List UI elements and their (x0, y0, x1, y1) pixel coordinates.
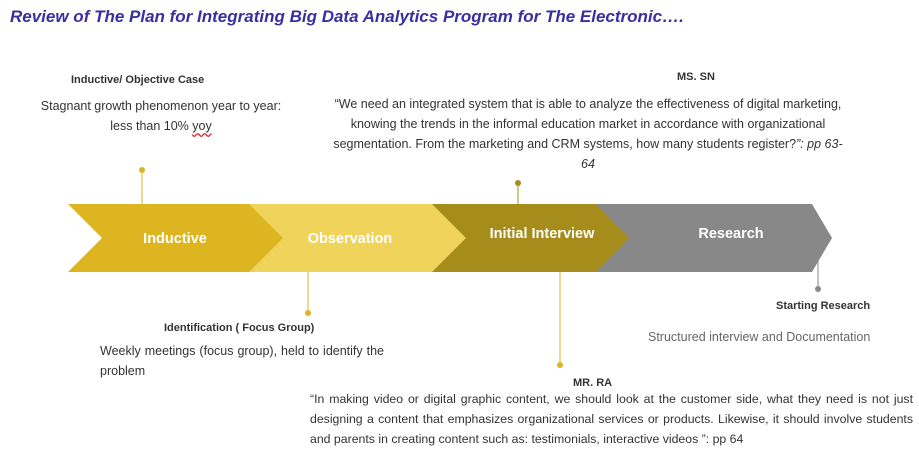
identification-text: Weekly meetings (focus group), held to identify the problem (100, 344, 384, 378)
connector-ms-sn (515, 180, 521, 204)
inductive-heading: Inductive/ Objective Case (71, 74, 205, 86)
inductive-text-flagged: yoy (192, 119, 212, 133)
connector-identification (305, 272, 311, 316)
inductive-text (30, 96, 292, 136)
connector-mr-ra (557, 272, 563, 368)
step-research-label: Research (698, 226, 764, 242)
step-inductive-label: Inductive (143, 231, 207, 247)
ms-sn-heading: MS. SN (677, 71, 715, 83)
connector-inductive (139, 167, 145, 204)
ms-sn-quote-text: “We need an integrated system that is able to analyze the effectiveness of digital marketing, knowing the trends in the informal education market in accordance with organizational segmentation. From the marketing and CRM systems, how many students register? (333, 97, 842, 151)
mr-ra-quote: “In making video or digital graphic content, we should look at the customer side, what they need is not just designing a content that emphasizes organizational services or products. Likewise, it should involve students and parents in creating content such as: testimonials, interactive videos ”: pp 64 (310, 392, 913, 446)
ms-sn-quote (328, 94, 848, 174)
starting-research-text: Structured interview and Documentation (648, 330, 871, 344)
identification-heading: Identification ( Focus Group) (164, 322, 315, 334)
mr-ra-heading: MR. RA (573, 377, 613, 389)
inductive-text-main: Stagnant growth phenomenon year to year: less than 10% (40, 99, 282, 133)
ms-sn-quote-ref: ”: pp 63-64 (581, 137, 843, 171)
step-observation-label: Observation (307, 231, 393, 247)
step-initial-interview-label: Initial Interview (489, 226, 595, 242)
slide-title: Review of The Plan for Integrating Big Data Analytics Program for The Electronic…. (10, 7, 684, 26)
starting-research-heading: Starting Research (776, 300, 871, 312)
